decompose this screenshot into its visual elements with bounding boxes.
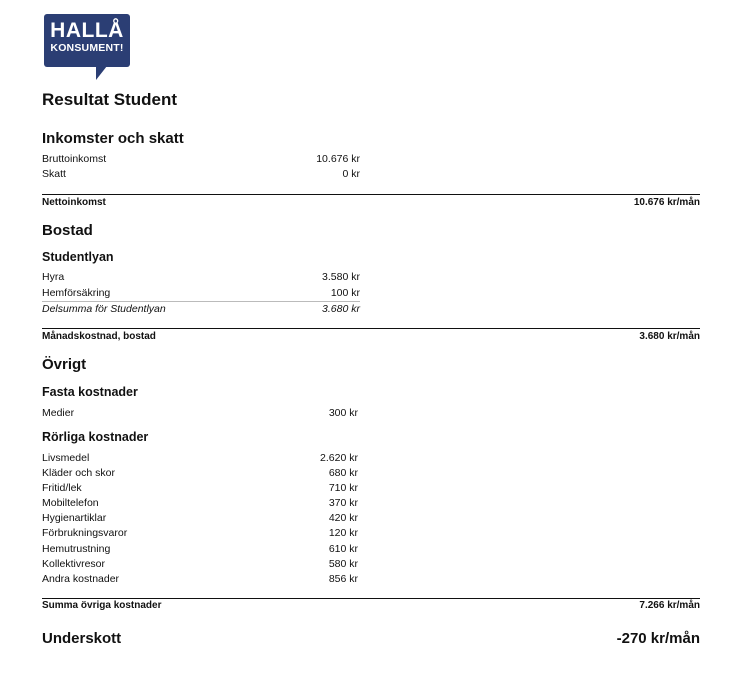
row-label: Fritid/lek bbox=[42, 482, 82, 494]
result-value: -270 kr/mån bbox=[616, 630, 700, 647]
section-heading-other: Övrigt bbox=[42, 356, 87, 373]
speech-bubble-tail-icon bbox=[96, 66, 107, 80]
total-value-housing: 3.680 kr/mån bbox=[639, 331, 700, 342]
row-label: Hyra bbox=[42, 271, 65, 283]
row-value: 100 kr bbox=[330, 287, 360, 299]
row-value: 3.580 kr bbox=[322, 271, 360, 283]
row-value: 610 kr bbox=[328, 543, 358, 555]
subtotal-divider bbox=[42, 301, 360, 302]
row-value: 370 kr bbox=[328, 497, 358, 509]
logo-box bbox=[44, 14, 130, 67]
row-label: Medier bbox=[42, 407, 75, 419]
total-value-net-income: 10.676 kr/mån bbox=[633, 197, 700, 208]
row-label: Kollektivresor bbox=[42, 558, 106, 570]
row-label: Livsmedel bbox=[42, 452, 90, 464]
row-label: Skatt bbox=[42, 168, 66, 180]
subtotal-label: Delsumma för Studentlyan bbox=[42, 303, 166, 315]
row-value: 710 kr bbox=[328, 482, 358, 494]
logo-text-konsument: KONSUMENT! bbox=[50, 42, 124, 54]
row-label: Kläder och skor bbox=[42, 467, 115, 479]
total-label-net-income: Nettoinkomst bbox=[42, 197, 106, 208]
divider bbox=[42, 328, 700, 329]
row-label: Bruttoinkomst bbox=[42, 153, 107, 165]
subheading-variable-costs: Rörliga kostnader bbox=[42, 430, 149, 444]
total-value-other: 7.266 kr/mån bbox=[639, 600, 700, 611]
row-label: Hemutrustning bbox=[42, 543, 111, 555]
row-value: 0 kr bbox=[342, 168, 360, 180]
row-value: 10.676 kr bbox=[316, 153, 360, 165]
row-label: Hemförsäkring bbox=[42, 287, 111, 299]
row-value: 420 kr bbox=[328, 512, 358, 524]
row-value: 2.620 kr bbox=[320, 452, 358, 464]
row-value: 300 kr bbox=[328, 407, 358, 419]
total-label-other: Summa övriga kostnader bbox=[42, 600, 162, 611]
row-label: Andra kostnader bbox=[42, 573, 120, 585]
result-label: Underskott bbox=[42, 630, 122, 647]
row-value: 120 kr bbox=[328, 527, 358, 539]
divider bbox=[42, 598, 700, 599]
subheading-studentlyan: Studentlyan bbox=[42, 250, 114, 264]
total-label-housing: Månadskostnad, bostad bbox=[42, 331, 156, 342]
row-value: 680 kr bbox=[328, 467, 358, 479]
page-title: Resultat Student bbox=[42, 90, 178, 109]
row-label: Hygienartiklar bbox=[42, 512, 107, 524]
row-value: 856 kr bbox=[328, 573, 358, 585]
row-label: Mobiltelefon bbox=[42, 497, 99, 509]
logo-text-halla: HALLÅ bbox=[50, 19, 124, 42]
row-label: Förbrukningsvaror bbox=[42, 527, 128, 539]
subtotal-value: 3.680 kr bbox=[322, 303, 360, 315]
row-value: 580 kr bbox=[328, 558, 358, 570]
subheading-fixed-costs: Fasta kostnader bbox=[42, 385, 138, 399]
section-heading-income: Inkomster och skatt bbox=[42, 130, 184, 147]
section-heading-housing: Bostad bbox=[42, 222, 93, 239]
divider bbox=[42, 194, 700, 195]
